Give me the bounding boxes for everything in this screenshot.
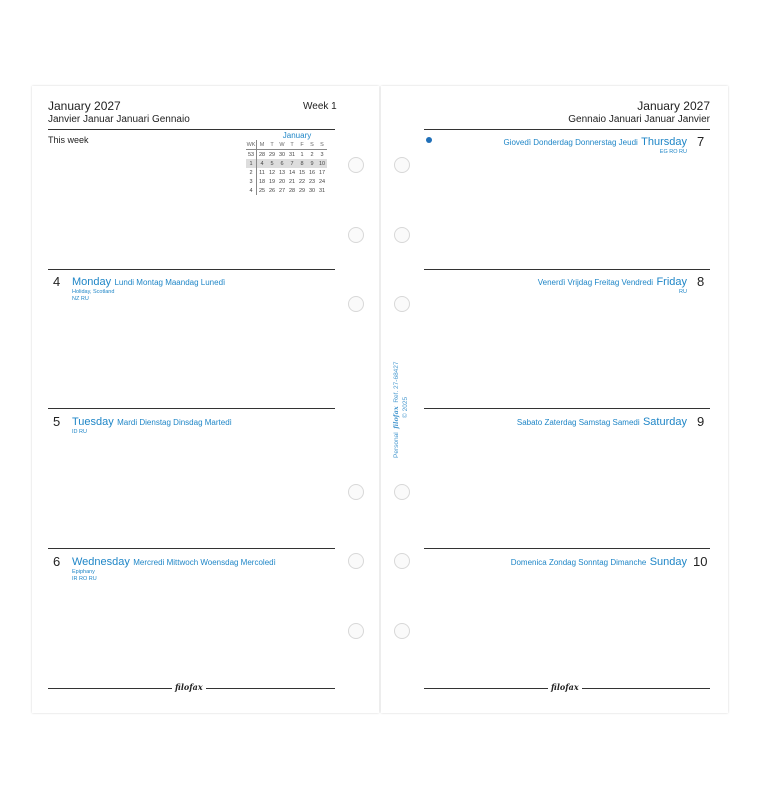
- day-name: Saturday: [642, 416, 687, 428]
- mini-cal-day: 27: [278, 187, 286, 194]
- spine-text-1: [392, 361, 400, 458]
- mini-cal-day: 19: [268, 178, 276, 185]
- day-heading: [511, 554, 687, 568]
- mini-cal-day: 13: [278, 169, 286, 176]
- mini-cal-day: 30: [278, 151, 286, 158]
- mini-cal-day: 6: [277, 159, 287, 168]
- mini-cal-day: 2: [310, 151, 314, 158]
- mini-cal-day: 28: [288, 187, 296, 194]
- country-codes: RU: [679, 289, 687, 295]
- mini-calendar-table: [246, 140, 327, 195]
- left-month-title: January 2027: [48, 99, 121, 113]
- mini-cal-week-number: 3: [246, 177, 257, 186]
- binder-hole-icon: [394, 553, 410, 569]
- binder-hole-icon: [348, 227, 364, 243]
- mini-cal-day: 28: [258, 151, 266, 158]
- mini-cal-day: 16: [308, 169, 316, 176]
- mini-cal-header: WK: [246, 141, 256, 148]
- mini-cal-day: 10: [318, 160, 326, 167]
- mini-calendar-row: [246, 168, 327, 177]
- mini-cal-week-number: 4: [246, 186, 257, 195]
- day-translations: Mardi Dienstag Dinsdag Martedì: [117, 418, 232, 427]
- day-number: 5: [53, 414, 61, 429]
- day-name: Monday: [72, 276, 112, 288]
- spine-ref: Ref. 27-68427: [393, 361, 400, 403]
- mini-cal-header: F: [297, 140, 307, 150]
- day-translations: Venerdì Vrijdag Freitag Vendredi: [537, 278, 654, 287]
- country-codes: NZ RU: [72, 296, 89, 302]
- right-month-title: January 2027: [637, 99, 710, 113]
- mini-cal-header: S: [307, 140, 317, 150]
- this-week-label: This week: [48, 135, 89, 145]
- mini-calendar-header-row: [246, 140, 327, 150]
- day-name: Thursday: [641, 136, 687, 148]
- binder-hole-icon: [394, 157, 410, 173]
- day-rule: [424, 548, 710, 549]
- day-note: Epiphany: [72, 569, 95, 575]
- day-number: 7: [697, 134, 705, 149]
- mini-cal-day: 15: [298, 169, 306, 176]
- day-number: 10: [693, 554, 708, 569]
- spine-imprint: [388, 340, 418, 460]
- mini-cal-header: T: [287, 140, 297, 150]
- binder-hole-icon: [394, 484, 410, 500]
- mini-cal-day: 25: [258, 187, 266, 194]
- mini-cal-header: T: [267, 140, 277, 150]
- binder-hole-icon: [348, 553, 364, 569]
- day-number: 9: [697, 414, 705, 429]
- mini-cal-header: S: [317, 140, 327, 150]
- mini-cal-day: 31: [288, 151, 296, 158]
- day-name: Sunday: [649, 556, 687, 568]
- mini-calendar-row: [246, 177, 327, 186]
- day-translations: Mercredi Mittwoch Woensdag Mercoledì: [133, 558, 276, 567]
- day-heading: [503, 134, 687, 148]
- mini-cal-day: 30: [308, 187, 316, 194]
- country-codes: EG RO RU: [659, 149, 687, 155]
- mini-cal-day: 24: [318, 178, 326, 185]
- mini-cal-day: 7: [287, 159, 297, 168]
- day-translations: Sabato Zaterdag Samstag Samedi: [516, 418, 640, 427]
- mini-cal-day: 4: [257, 159, 268, 168]
- day-rule: [48, 548, 335, 549]
- day-heading: [72, 554, 276, 568]
- day-name: Friday: [656, 276, 687, 288]
- week-label: Week 1: [303, 101, 337, 112]
- spine-personal: Personal: [393, 432, 400, 458]
- day-name: Tuesday: [72, 416, 114, 428]
- spine-brand: filofax: [392, 406, 400, 429]
- mini-calendar-row: [246, 186, 327, 195]
- day-heading: [72, 414, 232, 428]
- left-month-translations: Janvier Januar Januari Gennaio: [48, 114, 190, 125]
- mini-cal-day: 22: [298, 178, 306, 185]
- mini-cal-day: 29: [298, 187, 306, 194]
- day-name: Wednesday: [72, 556, 130, 568]
- mini-cal-week-number: 2: [246, 168, 257, 177]
- day-translations: Giovedì Donderdag Donnerstag Jeudi: [503, 138, 638, 147]
- mini-cal-day: 29: [268, 151, 276, 158]
- country-codes: IR RO RU: [72, 576, 97, 582]
- mini-cal-day: 14: [288, 169, 296, 176]
- day-heading: [72, 274, 225, 288]
- mini-calendar-row: [246, 150, 327, 160]
- day-number: 4: [53, 274, 61, 289]
- day-rule: [48, 269, 335, 270]
- left-page: [32, 86, 379, 713]
- mini-cal-day: 18: [258, 178, 266, 185]
- mini-cal-day: 21: [288, 178, 296, 185]
- filofax-logo: filofax: [172, 682, 206, 692]
- mini-cal-day: 8: [297, 159, 307, 168]
- mini-calendar-row-current-week: [246, 159, 327, 168]
- day-number: 6: [53, 554, 61, 569]
- mini-calendar: [246, 131, 336, 195]
- country-codes: ID RU: [72, 429, 87, 435]
- mini-cal-day: 3: [320, 151, 324, 158]
- day-note: Holiday, Scotland: [72, 289, 115, 295]
- binder-hole-icon: [394, 623, 410, 639]
- mini-cal-week-number: 53: [246, 150, 257, 160]
- mini-cal-day: 23: [308, 178, 316, 185]
- spine-copyright: © 2025: [402, 396, 409, 418]
- binder-hole-icon: [394, 296, 410, 312]
- mini-cal-header: M: [257, 140, 268, 150]
- mini-cal-day: 11: [259, 169, 265, 176]
- mini-cal-week-number: 1: [246, 159, 257, 168]
- right-month-translations: Gennaio Januari Januar Janvier: [568, 114, 710, 125]
- binder-hole-icon: [348, 623, 364, 639]
- mini-cal-day: 17: [318, 169, 326, 176]
- binder-hole-icon: [348, 484, 364, 500]
- right-page: [381, 86, 728, 713]
- mini-cal-day: 20: [278, 178, 286, 185]
- day-rule: [424, 408, 710, 409]
- header-rule: [424, 129, 710, 130]
- header-rule: [48, 129, 335, 130]
- mini-cal-header: W: [277, 140, 287, 150]
- mini-cal-day: 9: [307, 159, 317, 168]
- mini-cal-day: 12: [268, 169, 276, 176]
- day-rule: [424, 269, 710, 270]
- today-bullet-icon: [426, 137, 432, 143]
- day-heading: [538, 274, 687, 288]
- day-translations: Lundi Montag Maandag Lunedì: [114, 278, 226, 287]
- mini-cal-day: 5: [267, 159, 277, 168]
- day-translations: Domenica Zondag Sonntag Dimanche: [510, 558, 647, 567]
- day-number: 8: [697, 274, 705, 289]
- binder-hole-icon: [394, 227, 410, 243]
- day-rule: [48, 408, 335, 409]
- mini-calendar-title: January: [282, 131, 312, 140]
- binder-hole-icon: [348, 157, 364, 173]
- filofax-logo: filofax: [548, 682, 582, 692]
- mini-cal-day: 1: [300, 151, 304, 158]
- mini-cal-day: 26: [268, 187, 276, 194]
- day-heading: [517, 414, 687, 428]
- mini-cal-day: 31: [318, 187, 326, 194]
- binder-hole-icon: [348, 296, 364, 312]
